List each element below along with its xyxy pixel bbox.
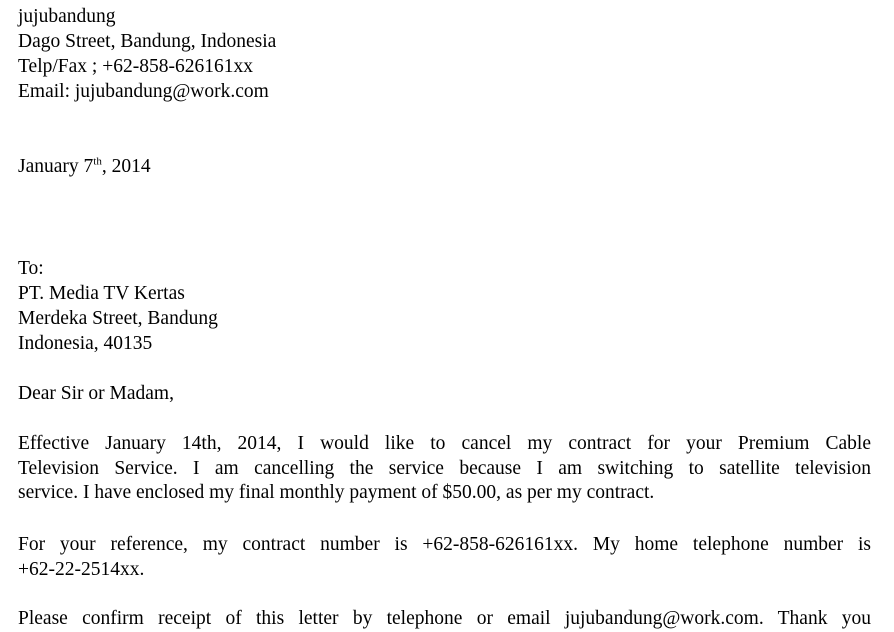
salutation bbox=[18, 381, 871, 406]
sender-block bbox=[18, 4, 871, 104]
body-paragraph-2 bbox=[18, 533, 871, 582]
recipient-street: Merdeka Street, Bandung bbox=[18, 308, 218, 329]
paragraph-line: +62-22-2514xx. bbox=[18, 558, 145, 580]
date-month-day: January 7 bbox=[18, 156, 94, 177]
recipient-block bbox=[18, 256, 871, 356]
sender-address: Dago Street, Bandung, Indonesia bbox=[18, 31, 277, 52]
body-paragraph-3 bbox=[18, 607, 871, 632]
recipient-to-label: To: bbox=[18, 258, 44, 279]
recipient-company: PT. Media TV Kertas bbox=[18, 283, 185, 304]
paragraph-line: service. I have enclosed my final monthly payment of $50.00, as per my contract. bbox=[18, 482, 655, 503]
sender-phone: Telp/Fax ; +62-858-626161xx bbox=[18, 56, 253, 77]
body-paragraph-1 bbox=[18, 432, 871, 506]
date-suffix: th bbox=[93, 155, 102, 168]
date-year: , 2014 bbox=[101, 156, 151, 177]
letter-date bbox=[18, 154, 871, 179]
paragraph-line: Effective January 14th, 2014, I would like to cancel my contract for your Premium Cable bbox=[18, 433, 871, 454]
sender-name: jujubandung bbox=[18, 6, 116, 27]
recipient-country-zip: Indonesia, 40135 bbox=[18, 333, 153, 354]
sender-email: Email: jujubandung@work.com bbox=[18, 81, 269, 102]
paragraph-line: Television Service. I am cancelling the service because I am switching to satellite television bbox=[18, 457, 871, 479]
paragraph-line: Please confirm receipt of this letter by telephone or email jujubandung@work.com. Thank you bbox=[18, 608, 871, 629]
paragraph-line: For your reference, my contract number is +62-858-626161xx. My home telephone number is bbox=[18, 534, 871, 555]
salutation-text: Dear Sir or Madam, bbox=[18, 383, 174, 404]
